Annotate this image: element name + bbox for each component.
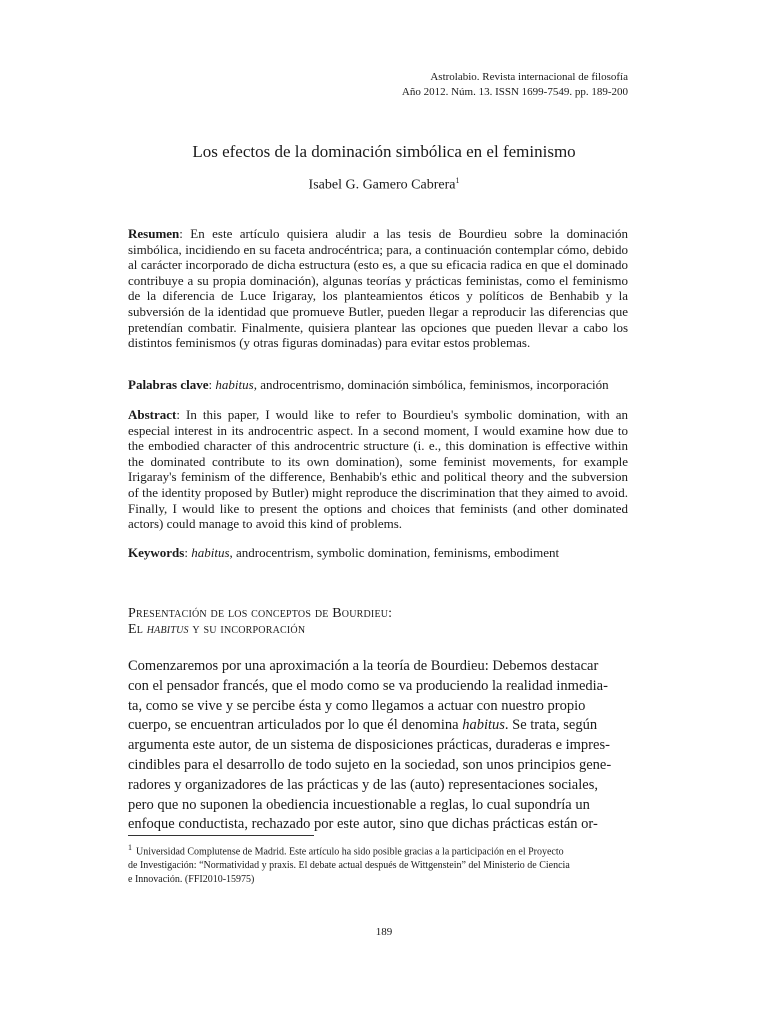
body-line: ta, como se vive y se percibe ésta y como llegamos a actuar con nuestro propio (128, 697, 586, 714)
footnote-line-2: de Investigación: “Normatividad y praxis. El debate actual después de Wittgenstein” del Ministerio de Ciencia (128, 860, 570, 872)
abstract-text: : In this paper, I would like to refer to Bourdieu's symbolic domination, with an especial interest in its androcentric aspect. In a second moment, I would examine how due to the embodied character of this androcentric structure (i. e., this domination is effective within the dominated contribute to its own domination), some feminist movements, for example Irigaray's feminism of the difference, Benhabib's ethic and political theory and the subversion of the identity proposed by Butler) might reproduce the discrimination that they aimed to avoid. Finally, I would like to present the options and choices that feminists (and other dominated actors) could manage to avoid this kind of problems. (128, 407, 628, 532)
article-title: Los efectos de la dominación simbólica en el feminismo (192, 142, 576, 161)
keywords-label: Keywords (128, 545, 185, 560)
footnote-line-3: e Innovación. (FFI2010-15975) (128, 874, 255, 886)
journal-issue: Año 2012. Núm. 13. ISSN 1699-7549. pp. 189-200 (401, 86, 628, 98)
keywords-rest: , androcentrism, symbolic domination, feminisms, embodiment (229, 545, 560, 560)
body-line: pero que no suponen la obediencia incuestionable a reglas, lo cual supondría un (128, 796, 590, 813)
body-line-4-italic: habitus (462, 717, 505, 734)
footnote-text: Universidad Complutense de Madrid. Este artículo ha sido posible gracias a la participación en el Proyecto (136, 846, 564, 858)
palabras-clave-label: Palabras clave (128, 377, 209, 392)
body-line-4-pre: cuerpo, se encuentran articulados por lo que él denomina (128, 717, 463, 734)
body-line: enfoque conductista, rechazado por este autor, sino que dichas prácticas están or- (128, 816, 598, 833)
palabras-clave-rest: , androcentrismo, dominación simbólica, feminismos, incorporación (253, 377, 609, 392)
abstract-label: Abstract (128, 407, 177, 422)
author-line (0, 176, 768, 194)
palabras-clave-italic: habitus (215, 377, 254, 392)
resumen-paragraph (128, 226, 628, 351)
palabras-clave-sep: : (208, 377, 216, 392)
keywords-italic: habitus (191, 545, 230, 560)
resumen-text: : En este artículo quisiera aludir a las tesis de Bourdieu sobre la dominación simbólica, incidiendo en su faceta androcéntrica; para, a continuación contemplar cómo, debido al carácter incorporado de dicha estructura (esto es, a que su eficacia radica en que el dominado contribuye a su propia dominación), algunas teorías y prácticas feministas, como el feminismo de la diferencia de Luce Irigaray, los planteamientos éticos y políticos de Benhabib y la subversión de la identidad que promueve Butler, pueden llegar a reproducir las diferencias que pretendían combatir. Finalmente, quisiera plantear las opciones que pueden llevar a cabo los distintos feminismos (y otras figuras dominadas) para evitar estos problemas. (128, 226, 628, 351)
journal-name: Astrolabio. Revista internacional de filosofía (430, 71, 628, 83)
body-line: cindibles para el desarrollo de todo sujeto en la sociedad, son unos principios gene- (128, 756, 612, 773)
body-line: radores y organizadores de las prácticas y de las (auto) representaciones sociales, (128, 776, 598, 793)
palabras-clave-paragraph (128, 377, 628, 393)
journal-header (402, 70, 628, 100)
body-line: argumenta este autor, de un sistema de disposiciones prácticas, duraderas e impres- (128, 737, 610, 754)
author-footnote-mark: 1 (455, 176, 460, 185)
body-line-4-post: . Se trata, según (504, 717, 598, 734)
keywords-paragraph (128, 545, 628, 561)
page-number: 189 (375, 926, 393, 938)
footnote-line-1 (128, 841, 628, 859)
keywords-sep: : (184, 545, 192, 560)
body-paragraph (128, 657, 628, 835)
body-line: Comenzaremos por una aproximación a la teoría de Bourdieu: Debemos destacar (128, 658, 599, 674)
section-heading-line-2 (128, 622, 628, 638)
body-line: con el pensador francés, que el modo como se va produciendo la realidad inmedia- (128, 677, 608, 694)
section-heading-line-1: Presentación de los conceptos de Bourdieu: (128, 606, 393, 621)
section-heading (128, 606, 628, 638)
section-heading-italic: habitus (146, 622, 189, 637)
body-line (128, 716, 628, 736)
section-heading-post: y su incorporación (188, 622, 306, 637)
author-name: Isabel G. Gamero Cabrera (308, 177, 456, 193)
abstract-paragraph (128, 407, 628, 532)
resumen-label: Resumen (128, 226, 180, 241)
footnote (128, 841, 628, 887)
footnote-divider (128, 835, 314, 836)
section-heading-pre: El (128, 622, 147, 637)
footnote-number: 1 (128, 843, 132, 852)
